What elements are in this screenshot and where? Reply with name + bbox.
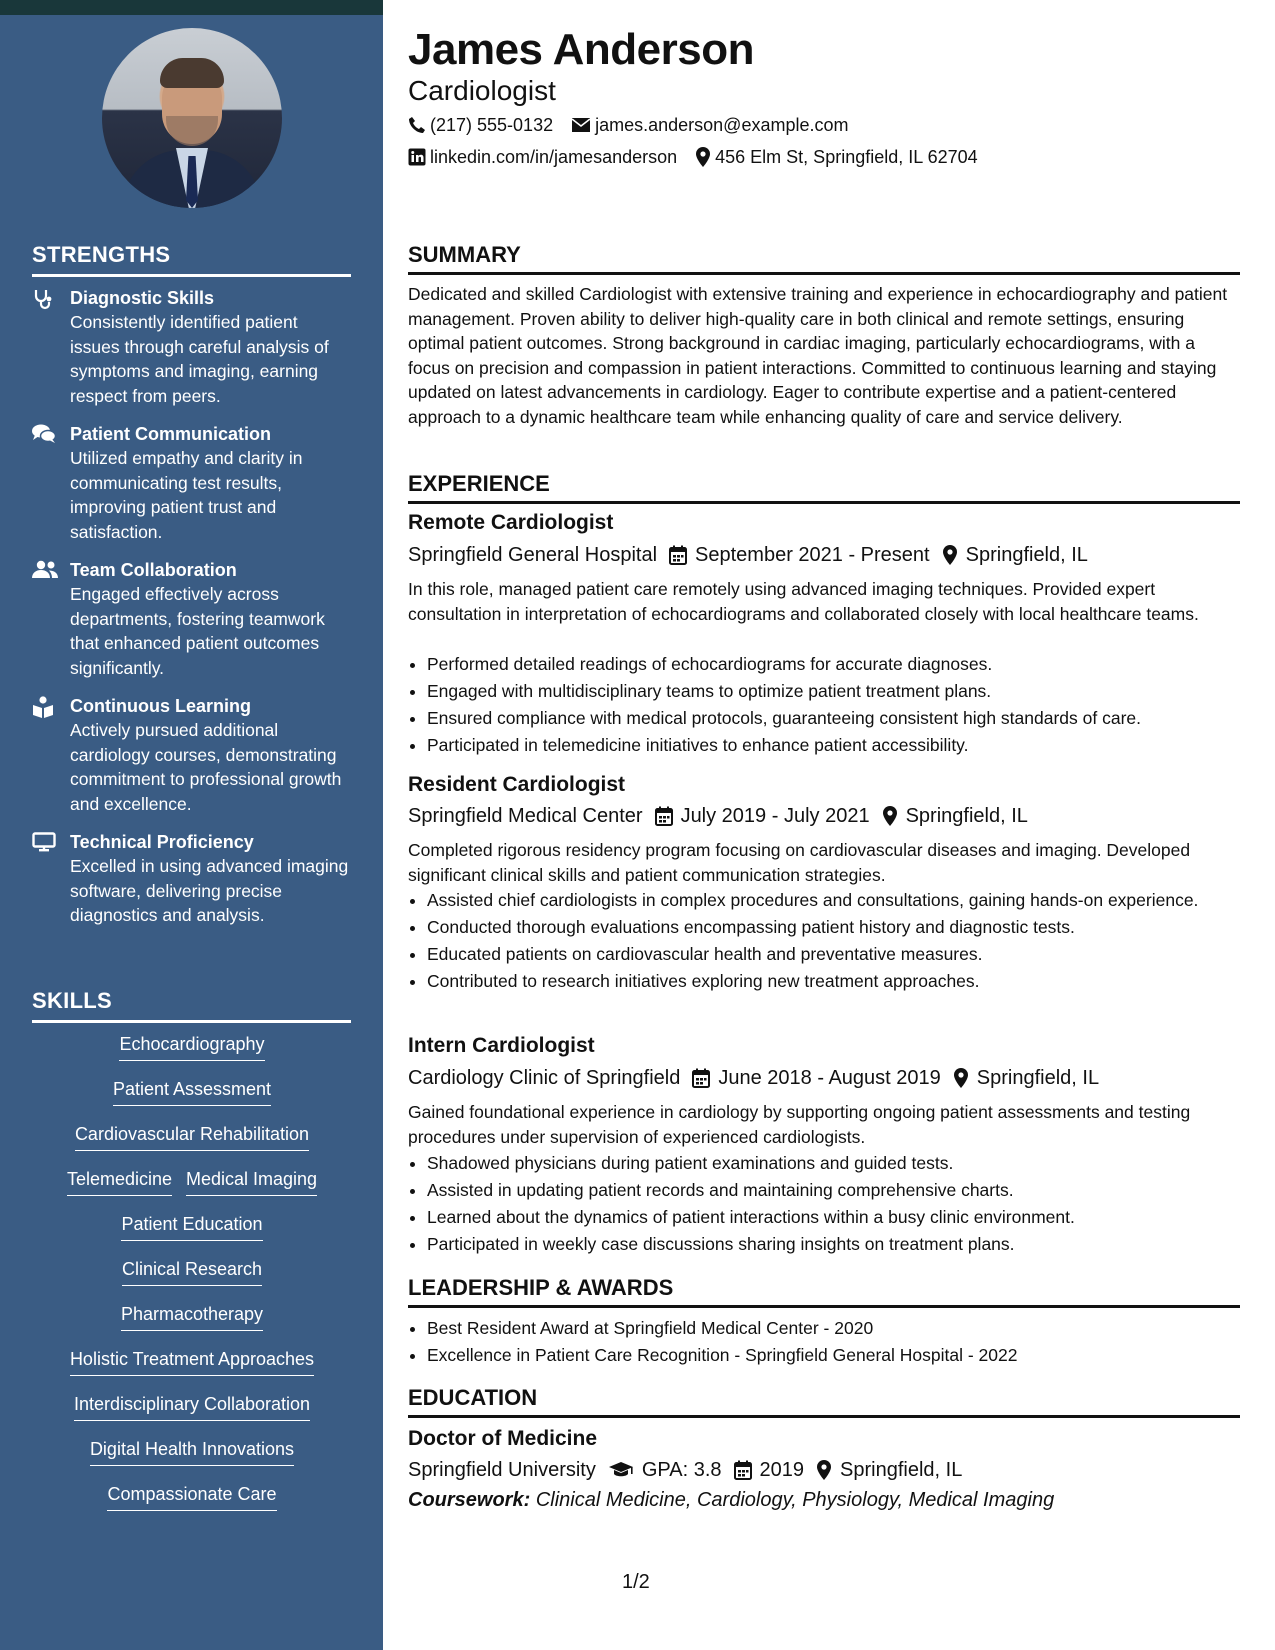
map-pin-icon: [942, 545, 958, 565]
strengths-heading: STRENGTHS: [32, 242, 351, 277]
address-text: 456 Elm St, Springfield, IL 62704: [715, 147, 978, 167]
phone-text: (217) 555-0132: [430, 115, 554, 135]
strength-item: [32, 422, 352, 544]
job-title: Intern Cardiologist: [408, 1034, 595, 1057]
strength-description: Engaged effectively across departments, fostering teamwork that enhanced patient outcomes significantly.: [70, 584, 325, 678]
job-meta: [408, 542, 1088, 568]
strength-item: [32, 830, 352, 928]
graduation-cap-icon: [608, 1461, 634, 1479]
strength-description: Excelled in using advanced imaging software, delivering precise diagnostics and analysis.: [70, 856, 349, 925]
education-heading: EDUCATION: [408, 1385, 1240, 1418]
summary-text: Dedicated and skilled Cardiologist with extensive training and experience in echocardiography and patient management. Proven ability to deliver high-quality care in both clinical and remote settings, ensuring optimal patient outcomes. Strong background in cardiac imaging, particularly echocardiograms, with a focus on precision and compassion in patient interactions. Committed to continuous learning and staying updated on latest advancements in cardiology. Eager to contribute expertise and a patient-centered approach to a dynamic healthcare team while enhancing quality of care and service delivery.: [408, 284, 1228, 427]
profile-photo: [102, 28, 282, 208]
linkedin-link[interactable]: linkedin.com/in/jamesanderson: [430, 147, 678, 167]
job-dates: September 2021 - Present: [695, 544, 930, 566]
job-description: Completed rigorous residency program focusing on cardiovascular diseases and imaging. Developed significant clinical skills and patient communication strategies.: [408, 840, 1191, 885]
summary-heading: SUMMARY: [408, 242, 1240, 275]
contact-row-2: [408, 145, 996, 169]
strength-title: Technical Proficiency: [70, 832, 254, 852]
skill-tag: Patient Education: [121, 1212, 262, 1241]
skill-tag: Cardiovascular Rehabilitation: [75, 1122, 309, 1151]
job-meta: [408, 1065, 1099, 1091]
employer: Springfield Medical Center: [408, 805, 643, 827]
job-bullets: [408, 652, 1259, 760]
bullet-item: • Assisted chief cardiologists in complex procedures and consultations, gaining hands-on experience.: [427, 888, 1259, 912]
strength-title: Patient Communication: [70, 424, 272, 444]
job-location: Springfield, IL: [976, 1067, 1100, 1089]
job-meta: [408, 803, 1028, 829]
bullet-item: • Participated in telemedicine initiatives to enhance patient accessibility.: [427, 733, 1259, 757]
job-location: Springfield, IL: [905, 805, 1028, 827]
bullet-item: • Participated in weekly case discussions sharing insights on treatment plans.: [427, 1232, 1259, 1256]
email-contact[interactable]: [571, 113, 848, 137]
strength-description: Utilized empathy and clarity in communicating test results, improving patient trust and satisfaction.: [70, 448, 303, 542]
calendar-icon: [669, 545, 687, 565]
job-location: Springfield, IL: [965, 544, 1088, 566]
bullet-item: • Assisted in updating patient records and maintaining comprehensive charts.: [427, 1178, 1259, 1202]
calendar-icon: [734, 1460, 752, 1480]
phone-icon: [408, 116, 426, 134]
coursework-list: Clinical Medicine, Cardiology, Physiology, Medical Imaging: [535, 1489, 1055, 1511]
bullet-item: • Conducted thorough evaluations encompassing patient history and diagnostic tests.: [427, 915, 1259, 939]
skill-tag: Interdisciplinary Collaboration: [74, 1392, 310, 1421]
book-reader-icon: [32, 696, 56, 716]
experience-heading: EXPERIENCE: [408, 471, 1240, 504]
bullet-item: • Ensured compliance with medical protocols, guaranteeing consistent high standards of care.: [427, 706, 1259, 730]
bullet-item: • Contributed to research initiatives exploring new treatment approaches.: [427, 969, 1259, 993]
phone-contact: [408, 113, 553, 137]
bullet-item: • Educated patients on cardiovascular health and preventative measures.: [427, 942, 1259, 966]
strength-description: Consistently identified patient issues through careful analysis of symptoms and imaging, earning respect from peers.: [70, 312, 329, 406]
skill-tag: Digital Health Innovations: [90, 1437, 294, 1466]
gpa: GPA: 3.8: [641, 1459, 722, 1481]
strength-item: [32, 694, 352, 816]
job-bullets: [408, 888, 1259, 996]
strength-item: [32, 286, 352, 408]
candidate-name: James Anderson: [408, 25, 754, 74]
skill-tag: Medical Imaging: [186, 1167, 317, 1196]
calendar-icon: [655, 806, 673, 826]
email-link[interactable]: james.anderson@example.com: [595, 115, 849, 135]
skills-heading: SKILLS: [32, 988, 351, 1023]
skill-tag: Compassionate Care: [107, 1482, 276, 1511]
job-description: Gained foundational experience in cardiology by supporting ongoing patient assessments and testing procedures under supervision of experienced cardiologists.: [408, 1102, 1191, 1147]
coursework: [408, 1487, 1054, 1513]
employer: Cardiology Clinic of Springfield: [408, 1067, 681, 1089]
job-dates: June 2018 - August 2019: [718, 1067, 941, 1089]
sidebar: [0, 0, 383, 1650]
skills-list: [32, 1032, 352, 1527]
coursework-label: Coursework:: [408, 1489, 531, 1511]
skill-tag: Patient Assessment: [113, 1077, 271, 1106]
leadership-list: [408, 1316, 1259, 1370]
award-item: • Excellence in Patient Care Recognition - Springfield General Hospital - 2022: [427, 1343, 1259, 1367]
skill-tag: Telemedicine: [67, 1167, 172, 1196]
stethoscope-icon: [32, 288, 56, 308]
education-meta: [408, 1457, 962, 1483]
strength-title: Continuous Learning: [70, 696, 251, 716]
bullet-item: • Engaged with multidisciplinary teams to optimize patient treatment plans.: [427, 679, 1259, 703]
address-contact: [695, 145, 978, 169]
users-icon: [32, 560, 56, 580]
job-title: Remote Cardiologist: [408, 511, 614, 534]
skill-tag: Echocardiography: [119, 1032, 264, 1061]
employer: Springfield General Hospital: [408, 544, 658, 566]
calendar-icon: [692, 1068, 710, 1088]
strength-title: Team Collaboration: [70, 560, 237, 580]
contact-row-1: [408, 113, 866, 137]
education-location: Springfield, IL: [840, 1459, 963, 1481]
linkedin-contact[interactable]: [408, 145, 677, 169]
sidebar-top-bar: [0, 0, 383, 15]
bullet-item: • Learned about the dynamics of patient interactions within a busy clinic environment.: [427, 1205, 1259, 1229]
map-pin-icon: [882, 806, 898, 826]
linkedin-icon: [408, 148, 426, 166]
job-description: In this role, managed patient care remotely using advanced imaging techniques. Provided expert consultation in interpretation of echocardiograms and collaborated closely with local healthcare teams.: [408, 579, 1199, 624]
skill-tag: Pharmacotherapy: [121, 1302, 263, 1331]
skill-tag: Clinical Research: [122, 1257, 262, 1286]
bullet-item: • Shadowed physicians during patient examinations and guided tests.: [427, 1151, 1259, 1175]
monitor-icon: [32, 832, 56, 852]
candidate-title: Cardiologist: [408, 75, 556, 106]
strengths-list: [32, 286, 352, 942]
graduation-year: 2019: [759, 1459, 805, 1481]
strength-item: [32, 558, 352, 680]
chat-bubbles-icon: [32, 424, 56, 444]
map-pin-icon: [816, 1460, 832, 1480]
envelope-icon: [571, 117, 591, 133]
job-dates: July 2019 - July 2021: [680, 805, 870, 827]
degree: Doctor of Medicine: [408, 1427, 598, 1450]
leadership-heading: LEADERSHIP & AWARDS: [408, 1275, 1240, 1308]
award-item: • Best Resident Award at Springfield Medical Center - 2020: [427, 1316, 1259, 1340]
map-pin-icon: [953, 1068, 969, 1088]
job-title: Resident Cardiologist: [408, 773, 626, 796]
map-pin-icon: [695, 147, 711, 167]
strength-title: Diagnostic Skills: [70, 288, 215, 308]
strength-description: Actively pursued additional cardiology courses, demonstrating commitment to professional growth and excellence.: [70, 720, 342, 814]
job-bullets: [408, 1151, 1259, 1259]
page-number: 1/2: [622, 1571, 650, 1593]
skill-tag: Holistic Treatment Approaches: [70, 1347, 314, 1376]
bullet-item: • Performed detailed readings of echocardiograms for accurate diagnoses.: [427, 652, 1259, 676]
school: Springfield University: [408, 1459, 596, 1481]
